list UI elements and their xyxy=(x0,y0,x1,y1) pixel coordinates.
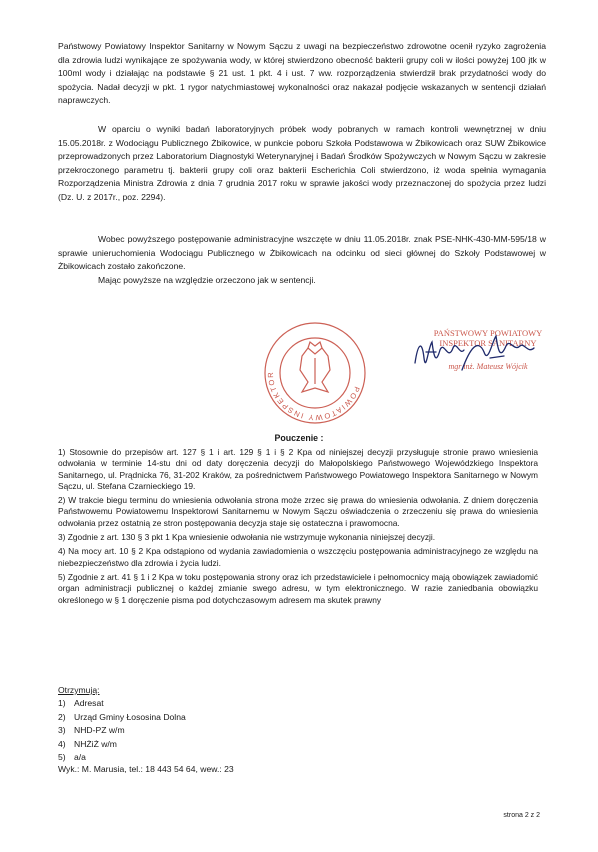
pouczenie-heading: Pouczenie : xyxy=(274,433,324,443)
paragraph-assessment: Państwowy Powiatowy Inspektor Sanitarny w Nowym Sączu z uwagi na bezpieczeństwo zdrowotne ocenił ryzyko zagrożenia dla zdrowia ludzi wynikające ze spożywania wody, w której stwierdzono obecność bakterii grupy coli w ilości powyżej 100 jtk w 100ml wody i działając na podstawie § 21 ust. 1 pkt. 4 i ust. 7 ww. rozporządzenia stwierdził brak przydatności wody do spożycia. Nadał decyzji w pkt. 1 rygor natychmiastowej wykonalności oraz nakazał podjęcie wskazanych w sentencji działań naprawczych. xyxy=(58,41,546,106)
list-item: 4) NHŻiŻ w/m xyxy=(58,738,117,749)
official-stamps xyxy=(250,318,550,428)
stamp-graphics xyxy=(250,318,550,428)
pouczenie-item: 5) Zgodnie z art. 41 § 1 i 2 Kpa w toku postępowania strony oraz ich przedstawiciele i pełnomocnicy mają obowiązek zawiadomić organ administracji publicznej o każdej zmianie swego adresu, w tym elektronicznego. W razie zaniedbania obowiązku określonego w § 1 doręczenie pisma pod dotychczasowym adresem ma skutek prawny xyxy=(58,571,538,605)
list-item: 3) NHD-PZ w/m xyxy=(58,725,125,736)
paragraph-conclusion: Mając powyższe na względzie orzeczono jak w sentencji. xyxy=(98,275,316,285)
recipients-section xyxy=(58,684,358,764)
paragraph-lab-results: W oparciu o wyniki badań laboratoryjnych próbek wody pobranych w ramach kontroli wewnętrznej w dniu 15.05.2018r. z Wodociągu Publicznego Żbikowice, w punkcie poboru Szkoła Podstawowa w Żbikowicach oraz SUW Żbikowice przeprowadzonych przez Laboratorium Diagnostyki Weterynaryjnej i Badań Środków Spożywczych w Nowym Sączu w zakresie przekroczonego parametru tj. bakterii grupy coli oraz bakterii Escherichia Coli stwierdzono, iż woda spełnia wymagania Rozporządzenia Ministra Zdrowia z dnia 7 grudnia 2017 roku w sprawie jakości wody przeznaczonej do spożycia przez ludzi (Dz. U. z 2017r., poz. 2294). xyxy=(58,124,546,202)
page-number: strona 2 z 2 xyxy=(503,812,540,819)
stamp-inspector-name: mgr inż. Mateusz Wójcik xyxy=(448,362,528,371)
pouczenie-item: 1) Stosownie do przepisów art. 127 § 1 i art. 129 § 1 i § 2 Kpa od niniejszej decyzji przysługuje stronie prawo wniesienia odwołania w terminie 14-stu dni od daty doręczenia decyzji do Małopolskiego Państwowego Wojewódzkiego Inspektora Sanitarnego, ul. Prądnicka 76, 31-202 Kraków, za pośrednictwem Państwowego Powiatowego Inspektora Sanitarnego w Nowym Sączu, ul. Stefana Czarnieckiego 19. xyxy=(58,447,538,491)
pouczenie-item: 3) Zgodnie z art. 130 § 3 pkt 1 Kpa wniesienie odwołania nie wstrzymuje wykonania niniejszej decyzji. xyxy=(58,532,436,543)
author-contact: Wyk.: M. Marusia, tel.: 18 443 54 64, wew.: 23 xyxy=(58,764,234,774)
pouczenie-item: 4) Na mocy art. 10 § 2 Kpa odstąpiono od wydania zawiadomienia o wszczęciu postępowania administracyjnego ze względu na niebezpieczeństwo dla zdrowia i życia ludzi. xyxy=(58,546,538,568)
recipients-heading: Otrzymują: xyxy=(58,685,100,695)
recipients-list xyxy=(58,697,358,764)
list-item: 2) Urząd Gminy Łososina Dolna xyxy=(58,711,186,722)
eagle-crown-icon xyxy=(308,342,322,348)
round-stamp-text: POWIATOWY INSPEKTOR xyxy=(265,370,362,423)
list-item: 5) a/a xyxy=(58,752,86,763)
stamp-line-2: INSPEKTOR SANITARNY xyxy=(439,338,537,348)
pouczenie-section xyxy=(58,447,538,609)
pouczenie-item: 2) W trakcie biegu terminu do wniesienia odwołania strona może zrzec się prawa do wniesienia odwołania. Z dniem doręczenia Państwowemu Powiatowemu Inspektorowi Sanitarnemu w Nowym Sączu oświadczenia o zrzeczeniu się prawa do wniesienia odwołania przez ostatnią ze stron postępowania decyzja staje się ostateczna i prawomocna. xyxy=(58,495,538,528)
paragraph-proceedings-closed: Wobec powyższego postępowanie administracyjne wszczęte w dniu 11.05.2018r. znak PSE-NHK-430-MM-595/18 w sprawie unieruchomienia Wodociągu Publicznego w Żbikowicach na odcinku od sieci głównej do Szkoły Podstawowej w Żbikowicach zostało zakończone. xyxy=(58,234,546,272)
list-item: 1) Adresat xyxy=(58,698,104,709)
stamp-line-1: PAŃSTWOWY POWIATOWY xyxy=(433,328,543,338)
